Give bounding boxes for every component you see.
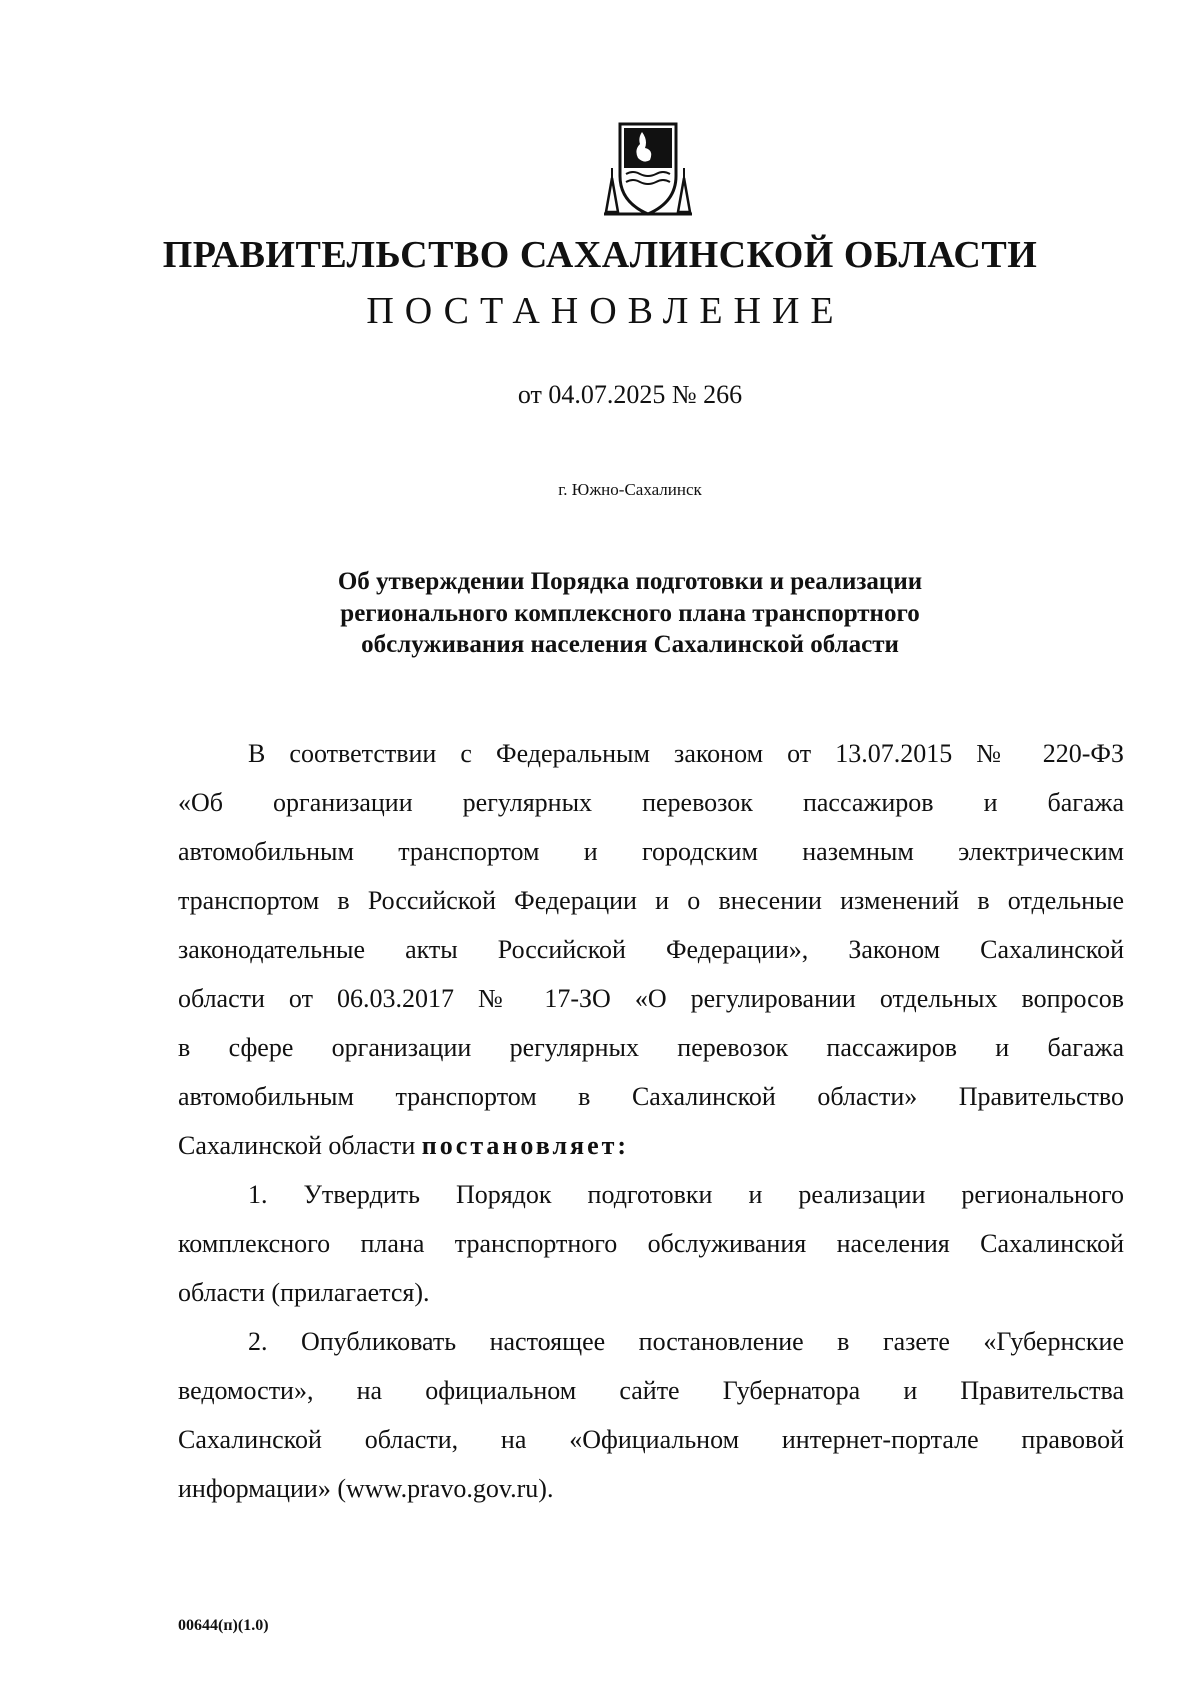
preamble-line: «Об организации регулярных перевозок пассажиров и багажа xyxy=(178,788,1124,817)
subject-line: регионального комплексного плана транспортного xyxy=(340,599,920,627)
item-2-line: ведомости», на официальном сайте Губернатора и Правительства xyxy=(178,1376,1124,1405)
item-2-line: Сахалинской области, на «Официальном интернет-портале правовой xyxy=(178,1425,1124,1454)
preamble-last-line xyxy=(178,1121,1124,1170)
item-1-line: комплексного плана транспортного обслуживания населения Сахалинской xyxy=(178,1229,1124,1258)
preamble-line: автомобильным транспортом и городским наземным электрическим xyxy=(178,837,1124,866)
item-1-line: области (прилагается). xyxy=(178,1278,430,1307)
decree-word: постановляет: xyxy=(421,1131,630,1160)
government-title: ПРАВИТЕЛЬСТВО САХАЛИНСКОЙ ОБЛАСТИ xyxy=(162,234,1038,276)
preamble-line-text: Сахалинской области xyxy=(178,1131,416,1160)
document-code: 00644(п)(1.0) xyxy=(178,1617,269,1634)
document-subject xyxy=(0,566,1200,661)
preamble-line: в сфере организации регулярных перевозок пассажиров и багажа xyxy=(178,1033,1124,1062)
document-type: ПОСТАНОВЛЕНИЕ xyxy=(366,290,845,332)
item-2-line: информации» (www.pravo.gov.ru). xyxy=(178,1474,554,1503)
preamble-line: транспортом в Российской Федерации и о внесении изменений в отдельные xyxy=(178,886,1124,915)
document-city: г. Южно-Сахалинск xyxy=(558,480,702,499)
document-date-number: от 04.07.2025 № 266 xyxy=(517,380,743,409)
item-1-line: 1. Утвердить Порядок подготовки и реализации регионального xyxy=(248,1180,1124,1209)
preamble-line: В соответствии с Федеральным законом от 13.07.2015 № 220-ФЗ xyxy=(248,739,1124,768)
coat-of-arms-icon xyxy=(598,118,698,218)
preamble-line: законодательные акты Российской Федерации», Законом Сахалинской xyxy=(178,935,1124,964)
item-2-line: 2. Опубликовать настоящее постановление в газете «Губернские xyxy=(248,1327,1124,1356)
preamble-line: области от 06.03.2017 № 17-ЗО «О регулировании отдельных вопросов xyxy=(178,984,1124,1013)
preamble-line: автомобильным транспортом в Сахалинской области» Правительство xyxy=(178,1082,1124,1111)
subject-line: Об утверждении Порядка подготовки и реализации xyxy=(337,568,923,595)
subject-line: обслуживания населения Сахалинской области xyxy=(361,631,899,658)
document-body xyxy=(178,729,1124,1513)
